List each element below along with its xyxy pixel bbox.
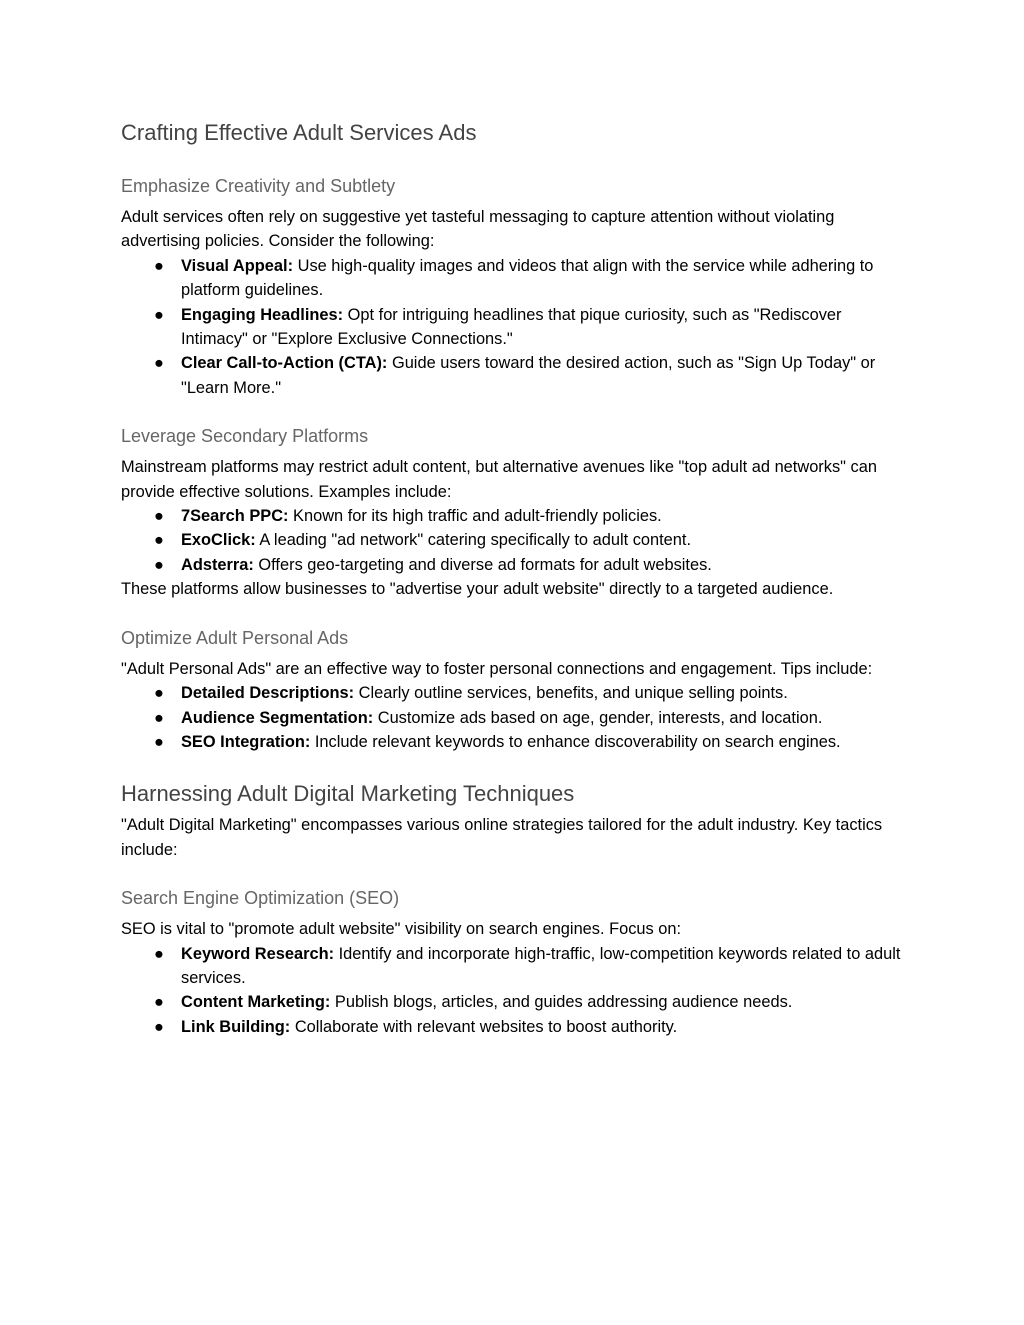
bullet-text: Clearly outline services, benefits, and unique selling points. xyxy=(354,684,788,703)
list-item xyxy=(121,504,911,528)
paragraph: Adult services often rely on suggestive yet tasteful messaging to capture attention without violating advertising policies. Consider the following: xyxy=(121,208,835,251)
bullet-icon: ● xyxy=(154,507,164,526)
bullet-icon: ● xyxy=(154,993,164,1012)
list-item xyxy=(121,1015,911,1039)
bullet-term: Keyword Research: xyxy=(181,944,335,963)
bullet-list xyxy=(121,681,911,754)
subsection-heading: Emphasize Creativity and Subtlety xyxy=(121,176,396,196)
list-item xyxy=(121,528,911,552)
bullet-term: Adsterra: xyxy=(181,555,254,574)
bullet-text: Known for its high traffic and adult-friendly policies. xyxy=(288,507,662,526)
subsection-heading: Optimize Adult Personal Ads xyxy=(121,627,349,648)
bullet-text: Opt for intriguing headlines that pique curiosity, such as "Rediscover Intimacy" or "Explore Exclusive Connections." xyxy=(181,305,842,349)
bullet-icon: ● xyxy=(154,708,164,727)
list-item xyxy=(121,706,911,730)
bullet-text: Identify and incorporate high-traffic, low-competition keywords related to adult services. xyxy=(181,944,901,987)
list-item xyxy=(121,730,911,754)
bullet-list xyxy=(121,504,911,577)
bullet-icon: ● xyxy=(154,531,164,550)
bullet-list xyxy=(121,254,911,400)
bullet-term: Clear Call-to-Action (CTA): xyxy=(181,354,388,373)
bullet-term: Engaging Headlines: xyxy=(181,305,344,324)
bullet-text: Include relevant keywords to enhance discoverability on search engines. xyxy=(310,732,841,751)
subsection-heading: Leverage Secondary Platforms xyxy=(121,426,369,447)
list-item xyxy=(121,942,911,991)
document-page xyxy=(121,118,911,1039)
list-item xyxy=(121,681,911,705)
paragraph: "Adult Personal Ads" are an effective way to foster personal connections and engagement. Tips include: xyxy=(121,659,873,678)
bullet-text: A leading "ad network" catering specifically to adult content. xyxy=(255,531,692,550)
list-item xyxy=(121,303,911,352)
paragraph: These platforms allow businesses to "advertise your adult website" directly to a targeted audience. xyxy=(121,580,834,599)
bullet-icon: ● xyxy=(154,944,164,963)
bullet-term: 7Search PPC: xyxy=(181,507,289,526)
bullet-text: Guide users toward the desired action, such as "Sign Up Today" or "Learn More." xyxy=(181,354,876,397)
subsection-heading: Search Engine Optimization (SEO) xyxy=(121,888,400,909)
bullet-term: ExoClick: xyxy=(181,531,256,550)
bullet-icon: ● xyxy=(154,684,164,703)
bullet-icon: ● xyxy=(154,732,164,751)
bullet-list xyxy=(121,942,911,1040)
bullet-text: Publish blogs, articles, and guides addressing audience needs. xyxy=(330,993,793,1012)
paragraph: "Adult Digital Marketing" encompasses various online strategies tailored for the adult industry. Key tactics include: xyxy=(121,816,883,859)
bullet-term: Detailed Descriptions: xyxy=(181,684,355,703)
bullet-icon: ● xyxy=(154,256,164,275)
bullet-text: Collaborate with relevant websites to boost authority. xyxy=(290,1017,678,1036)
bullet-term: SEO Integration: xyxy=(181,732,311,751)
list-item xyxy=(121,990,911,1014)
bullet-text: Customize ads based on age, gender, interests, and location. xyxy=(373,708,823,727)
list-item xyxy=(121,351,911,400)
section-heading: Crafting Effective Adult Services Ads xyxy=(121,120,477,145)
list-item xyxy=(121,254,911,303)
bullet-term: Visual Appeal: xyxy=(181,256,294,275)
bullet-icon: ● xyxy=(154,354,164,373)
bullet-text: Offers geo-targeting and diverse ad formats for adult websites. xyxy=(253,555,712,574)
paragraph: Mainstream platforms may restrict adult content, but alternative avenues like "top adult ad networks" can provide effective solutions. Examples include: xyxy=(121,458,877,501)
bullet-icon: ● xyxy=(154,1017,164,1036)
paragraph: SEO is vital to "promote adult website" visibility on search engines. Focus on: xyxy=(121,920,682,939)
section-heading: Harnessing Adult Digital Marketing Techniques xyxy=(121,781,575,807)
list-item xyxy=(121,553,911,577)
bullet-term: Content Marketing: xyxy=(181,993,331,1012)
bullet-term: Link Building: xyxy=(181,1017,291,1036)
bullet-term: Audience Segmentation: xyxy=(181,708,374,727)
bullet-icon: ● xyxy=(154,305,164,324)
bullet-text: Use high-quality images and videos that align with the service while adhering to platform guidelines. xyxy=(181,256,874,300)
bullet-icon: ● xyxy=(154,555,164,574)
